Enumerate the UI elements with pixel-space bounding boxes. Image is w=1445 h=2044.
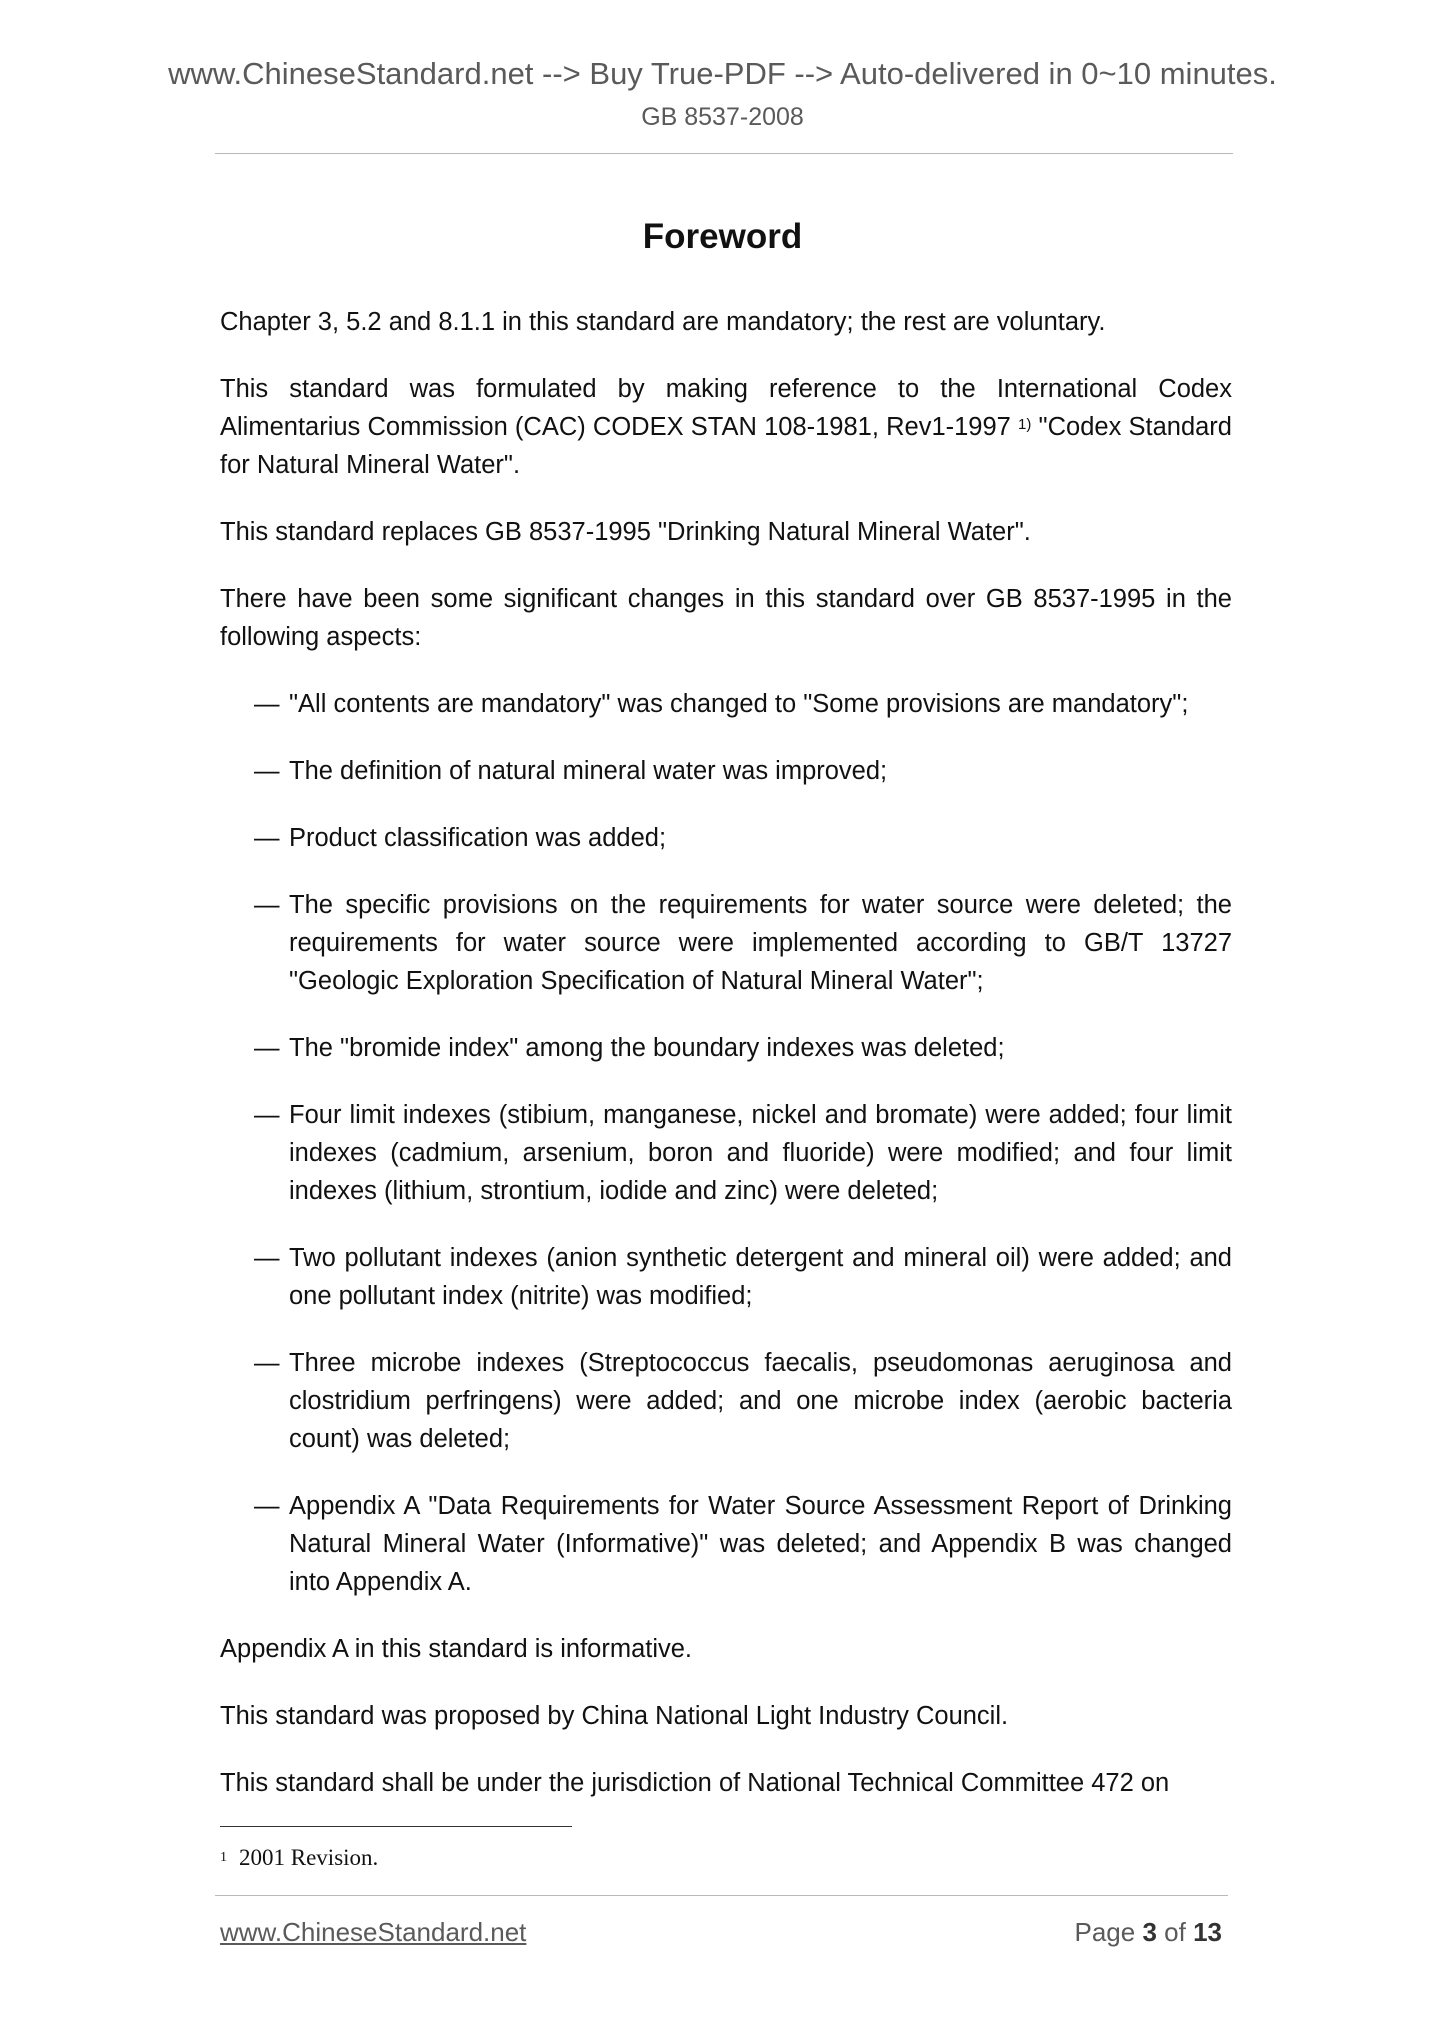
list-item	[254, 1029, 1232, 1067]
document-body	[220, 303, 1232, 1831]
paragraph-reference-text-a: This standard was formulated by making reference to the International Codex Alimentarius Commission (CAC) CODEX STAN 108-1981, Rev1-1997	[220, 375, 1232, 441]
list-item	[254, 1487, 1232, 1601]
header-standard-number: GB 8537-2008	[641, 103, 804, 131]
header-divider	[215, 153, 1233, 154]
list-dash: —	[254, 690, 280, 718]
page-current: 3	[1142, 1917, 1157, 1947]
list-item-text: Four limit indexes (stibium, manganese, nickel and bromate) were added; four limit indexes (cadmium, arsenium, boron and fluoride) were modified; and four limit indexes (lithium, strontium, iodide and zinc) were deleted;	[289, 1101, 1232, 1205]
paragraph-mandatory-scope: Chapter 3, 5.2 and 8.1.1 in this standard are mandatory; the rest are voluntary.	[220, 308, 1106, 336]
list-dash: —	[254, 891, 280, 919]
list-item	[254, 819, 1232, 857]
list-item-text: Product classification was added;	[289, 824, 667, 852]
list-item-text: Three microbe indexes (Streptococcus faecalis, pseudomonas aeruginosa and clostridium perfringens) were added; and one microbe index (aerobic bacteria count) was deleted;	[289, 1349, 1232, 1453]
list-item-text: Appendix A "Data Requirements for Water Source Assessment Report of Drinking Natural Mineral Water (Informative)" was deleted; and Appendix B was changed into Appendix A.	[289, 1492, 1232, 1596]
list-dash: —	[254, 1349, 280, 1377]
paragraph-jurisdiction: This standard shall be under the jurisdiction of National Technical Committee 472 on	[220, 1769, 1170, 1797]
list-item	[254, 886, 1232, 1000]
page-of: of	[1164, 1917, 1186, 1947]
list-dash: —	[254, 1244, 280, 1272]
paragraph-appendix: Appendix A in this standard is informative.	[220, 1635, 693, 1663]
list-dash: —	[254, 1492, 280, 1520]
list-item-text: The "bromide index" among the boundary indexes was deleted;	[289, 1034, 1005, 1062]
paragraph-replaces: This standard replaces GB 8537-1995 "Drinking Natural Mineral Water".	[220, 518, 1031, 546]
paragraph-proposed-by: This standard was proposed by China National Light Industry Council.	[220, 1702, 1009, 1730]
header-promo-link[interactable]: www.ChineseStandard.net --> Buy True-PDF --> Auto-delivered in 0~10 minutes.	[168, 56, 1277, 91]
list-item	[254, 1239, 1232, 1315]
footnote	[220, 1843, 378, 1873]
list-dash: —	[254, 1101, 280, 1129]
paragraph-reference-text-b: "Codex Standard for Natural Mineral Water".	[220, 413, 1232, 479]
page-title: Foreword	[642, 217, 803, 256]
list-item-text: The definition of natural mineral water was improved;	[289, 757, 888, 785]
footnote-reference[interactable]: 1)	[1018, 416, 1032, 433]
footnote-divider	[220, 1826, 572, 1827]
list-dash: —	[254, 1034, 280, 1062]
page-label: Page	[1074, 1917, 1136, 1947]
list-item-text: "All contents are mandatory" was changed to "Some provisions are mandatory";	[289, 690, 1189, 718]
list-dash: —	[254, 824, 280, 852]
page-total: 13	[1193, 1917, 1222, 1947]
paragraph-reference	[220, 370, 1232, 484]
list-item	[254, 1096, 1232, 1210]
footer-site-link[interactable]: www.ChineseStandard.net	[220, 1917, 527, 1947]
footer-divider	[215, 1895, 1228, 1896]
footnote-mark: 1	[220, 1850, 227, 1865]
list-item	[254, 1344, 1232, 1458]
page-indicator	[1074, 1916, 1222, 1948]
list-item	[254, 685, 1232, 723]
list-item-text: The specific provisions on the requirements for water source were deleted; the requirements for water source were implemented according to GB/T 13727 "Geologic Exploration Specification of Natural Mineral Water";	[289, 891, 1232, 995]
footnote-text: 2001 Revision.	[239, 1845, 379, 1870]
list-item-text: Two pollutant indexes (anion synthetic detergent and mineral oil) were added; and one pollutant index (nitrite) was modified;	[289, 1244, 1232, 1310]
list-dash: —	[254, 757, 280, 785]
paragraph-changes-intro: There have been some significant changes in this standard over GB 8537-1995 in the following aspects:	[220, 585, 1232, 651]
list-item	[254, 752, 1232, 790]
